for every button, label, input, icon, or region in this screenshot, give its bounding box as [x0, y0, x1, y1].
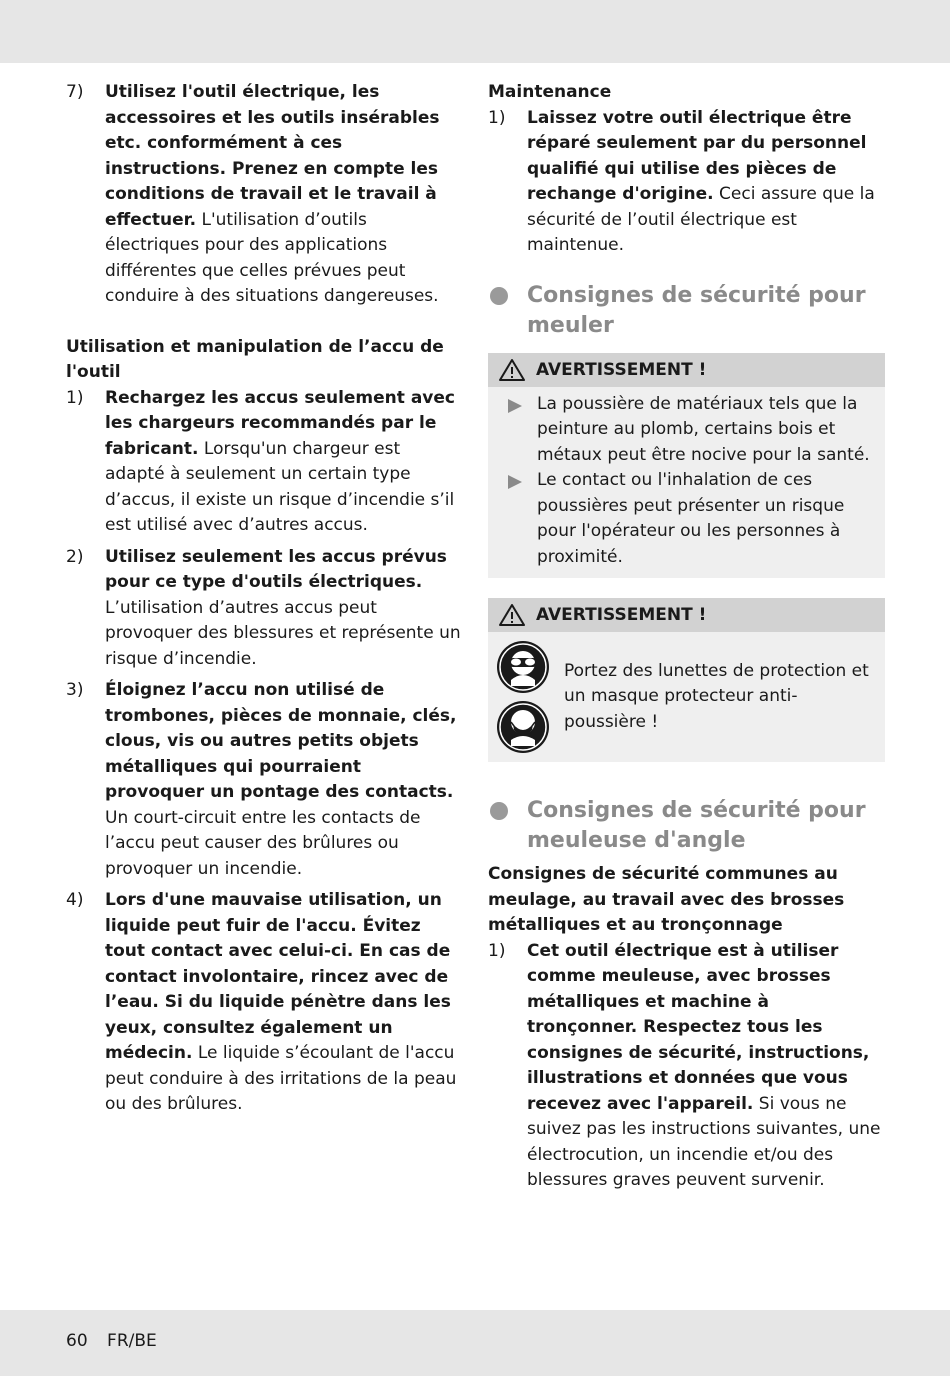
header-band	[0, 0, 950, 63]
maintenance-title: Maintenance	[488, 82, 612, 102]
warning-box-dust	[488, 353, 885, 579]
bullet-text: Le contact ou l'inhalation de ces poussières peut présenter un risque pour l'opérateur ou les personnes à proximité.	[537, 470, 845, 567]
section-bullet-icon	[490, 287, 508, 305]
item-bold-text: Laissez votre outil électrique être réparé seulement par du personnel qualifié qui utilise des pièces de rechange d'origine.	[527, 107, 867, 204]
item-bold-text: Rechargez les accus seulement avec les chargeurs recommandés par le fabricant.	[105, 387, 455, 459]
list-item	[66, 386, 464, 539]
page-number: 60	[66, 1331, 88, 1351]
warning-bullet	[498, 468, 873, 570]
item-number: 3)	[66, 680, 84, 700]
warning-triangle-icon	[498, 603, 526, 627]
warning-label: AVERTISSEMENT !	[536, 605, 707, 625]
right-column	[488, 80, 885, 1194]
list-item	[66, 545, 464, 673]
item-number: 7)	[66, 82, 84, 102]
item-text: Si vous ne suivez pas les instructions suivantes, une électrocution, un incendie et/ou des blessures graves peuvent survenir.	[527, 1093, 881, 1190]
safety-goggles-icon	[496, 640, 550, 694]
item-number: 1)	[488, 107, 506, 128]
common-safety-title: Consignes de sécurité communes au meulage, au travail avec des brosses métalliques et au tronçonnage	[488, 864, 845, 935]
section-bullet-icon	[490, 802, 508, 820]
list-item	[488, 939, 885, 1194]
footer	[66, 1329, 171, 1355]
item-bold-text: Lors d'une mauvaise utilisation, un liquide peut fuir de l'accu. Évitez tout contact avec celui-ci. En cas de contact involontaire, rincez avec de l’eau. Si du liquide pénètre dans les yeux, consultez également un médecin.	[105, 890, 451, 1063]
ppe-icons	[496, 640, 550, 754]
list-item	[66, 80, 464, 310]
warning-header	[488, 353, 885, 387]
list-item	[66, 678, 464, 882]
item-text: Ceci assure que la sécurité de l’outil électrique est maintenue.	[527, 184, 875, 255]
warning-label: AVERTISSEMENT !	[536, 359, 707, 380]
warning-header	[488, 598, 885, 632]
bullet-text: La poussière de matériaux tels que la peinture au plomb, certains bois et métaux peut être nocive pour la santé.	[537, 393, 870, 465]
item-text: Le liquide s’écoulant de l'accu peut conduire à des irritations de la peau ou des brûlures.	[105, 1043, 457, 1114]
item-number: 1)	[66, 387, 84, 408]
arrow-bullet-icon	[508, 475, 522, 489]
item-bold-text: Utilisez seulement les accus prévus pour ce type d'outils électriques.	[105, 546, 447, 592]
item-number: 1)	[488, 940, 506, 961]
list-item	[488, 106, 885, 259]
list-item	[66, 888, 464, 1118]
item-bold-text: Utilisez l'outil électrique, les accessoires et les outils insérables etc. conformément à ces instructions. Prenez en compte les conditions de travail et le travail à effectuer.	[105, 82, 440, 230]
dust-mask-icon	[496, 700, 550, 754]
warning-body	[488, 387, 885, 573]
item-bold-text: Éloignez l’accu non utilisé de trombones, pièces de monnaie, clés, clous, vis ou autres petits objets métalliques qui pourraient provoquer un pontage des contacts.	[105, 680, 457, 802]
warning-bullet	[498, 392, 873, 469]
battery-section-title: Utilisation et manipulation de l’accu de l'outil	[66, 336, 444, 382]
item-text: L’utilisation d’autres accus peut provoquer des blessures et représente un risque d’incendie.	[105, 597, 461, 669]
ppe-body	[488, 632, 885, 762]
item-number: 4)	[66, 890, 84, 910]
left-column	[66, 80, 464, 1118]
section-title-text: Consignes de sécurité pour meuleuse d'angle	[527, 798, 866, 853]
item-number: 2)	[66, 546, 84, 567]
warning-box-ppe	[488, 598, 885, 762]
language-code: FR/BE	[107, 1331, 157, 1351]
section-title-grinding	[488, 281, 885, 341]
section-title-angle-grinder	[488, 796, 885, 856]
section-title-text: Consignes de sécurité pour meuler	[527, 282, 866, 338]
arrow-bullet-icon	[508, 399, 522, 413]
item-bold-text: Cet outil électrique est à utiliser comme meuleuse, avec brosses métalliques et machine à tronçonner. Respectez tous les consignes de sécurité, instructions, illustrations et données que vous recevez avec l'appareil.	[527, 940, 870, 1114]
item-text: L'utilisation d’outils électriques pour des applications différentes que celles prévues peut conduire à des situations dangereuses.	[105, 209, 439, 306]
item-text: Lorsqu'un chargeur est adapté à seulement un certain type d’accus, il existe un risque d’incendie s’il est utilisé avec d’autres accus.	[105, 438, 455, 535]
ppe-text: Portez des lunettes de protection et un masque protecteur anti-poussière !	[564, 660, 869, 732]
item-text: Un court-circuit entre les contacts de l’accu peut causer des brûlures ou provoquer un incendie.	[105, 807, 421, 879]
warning-triangle-icon	[498, 358, 526, 382]
